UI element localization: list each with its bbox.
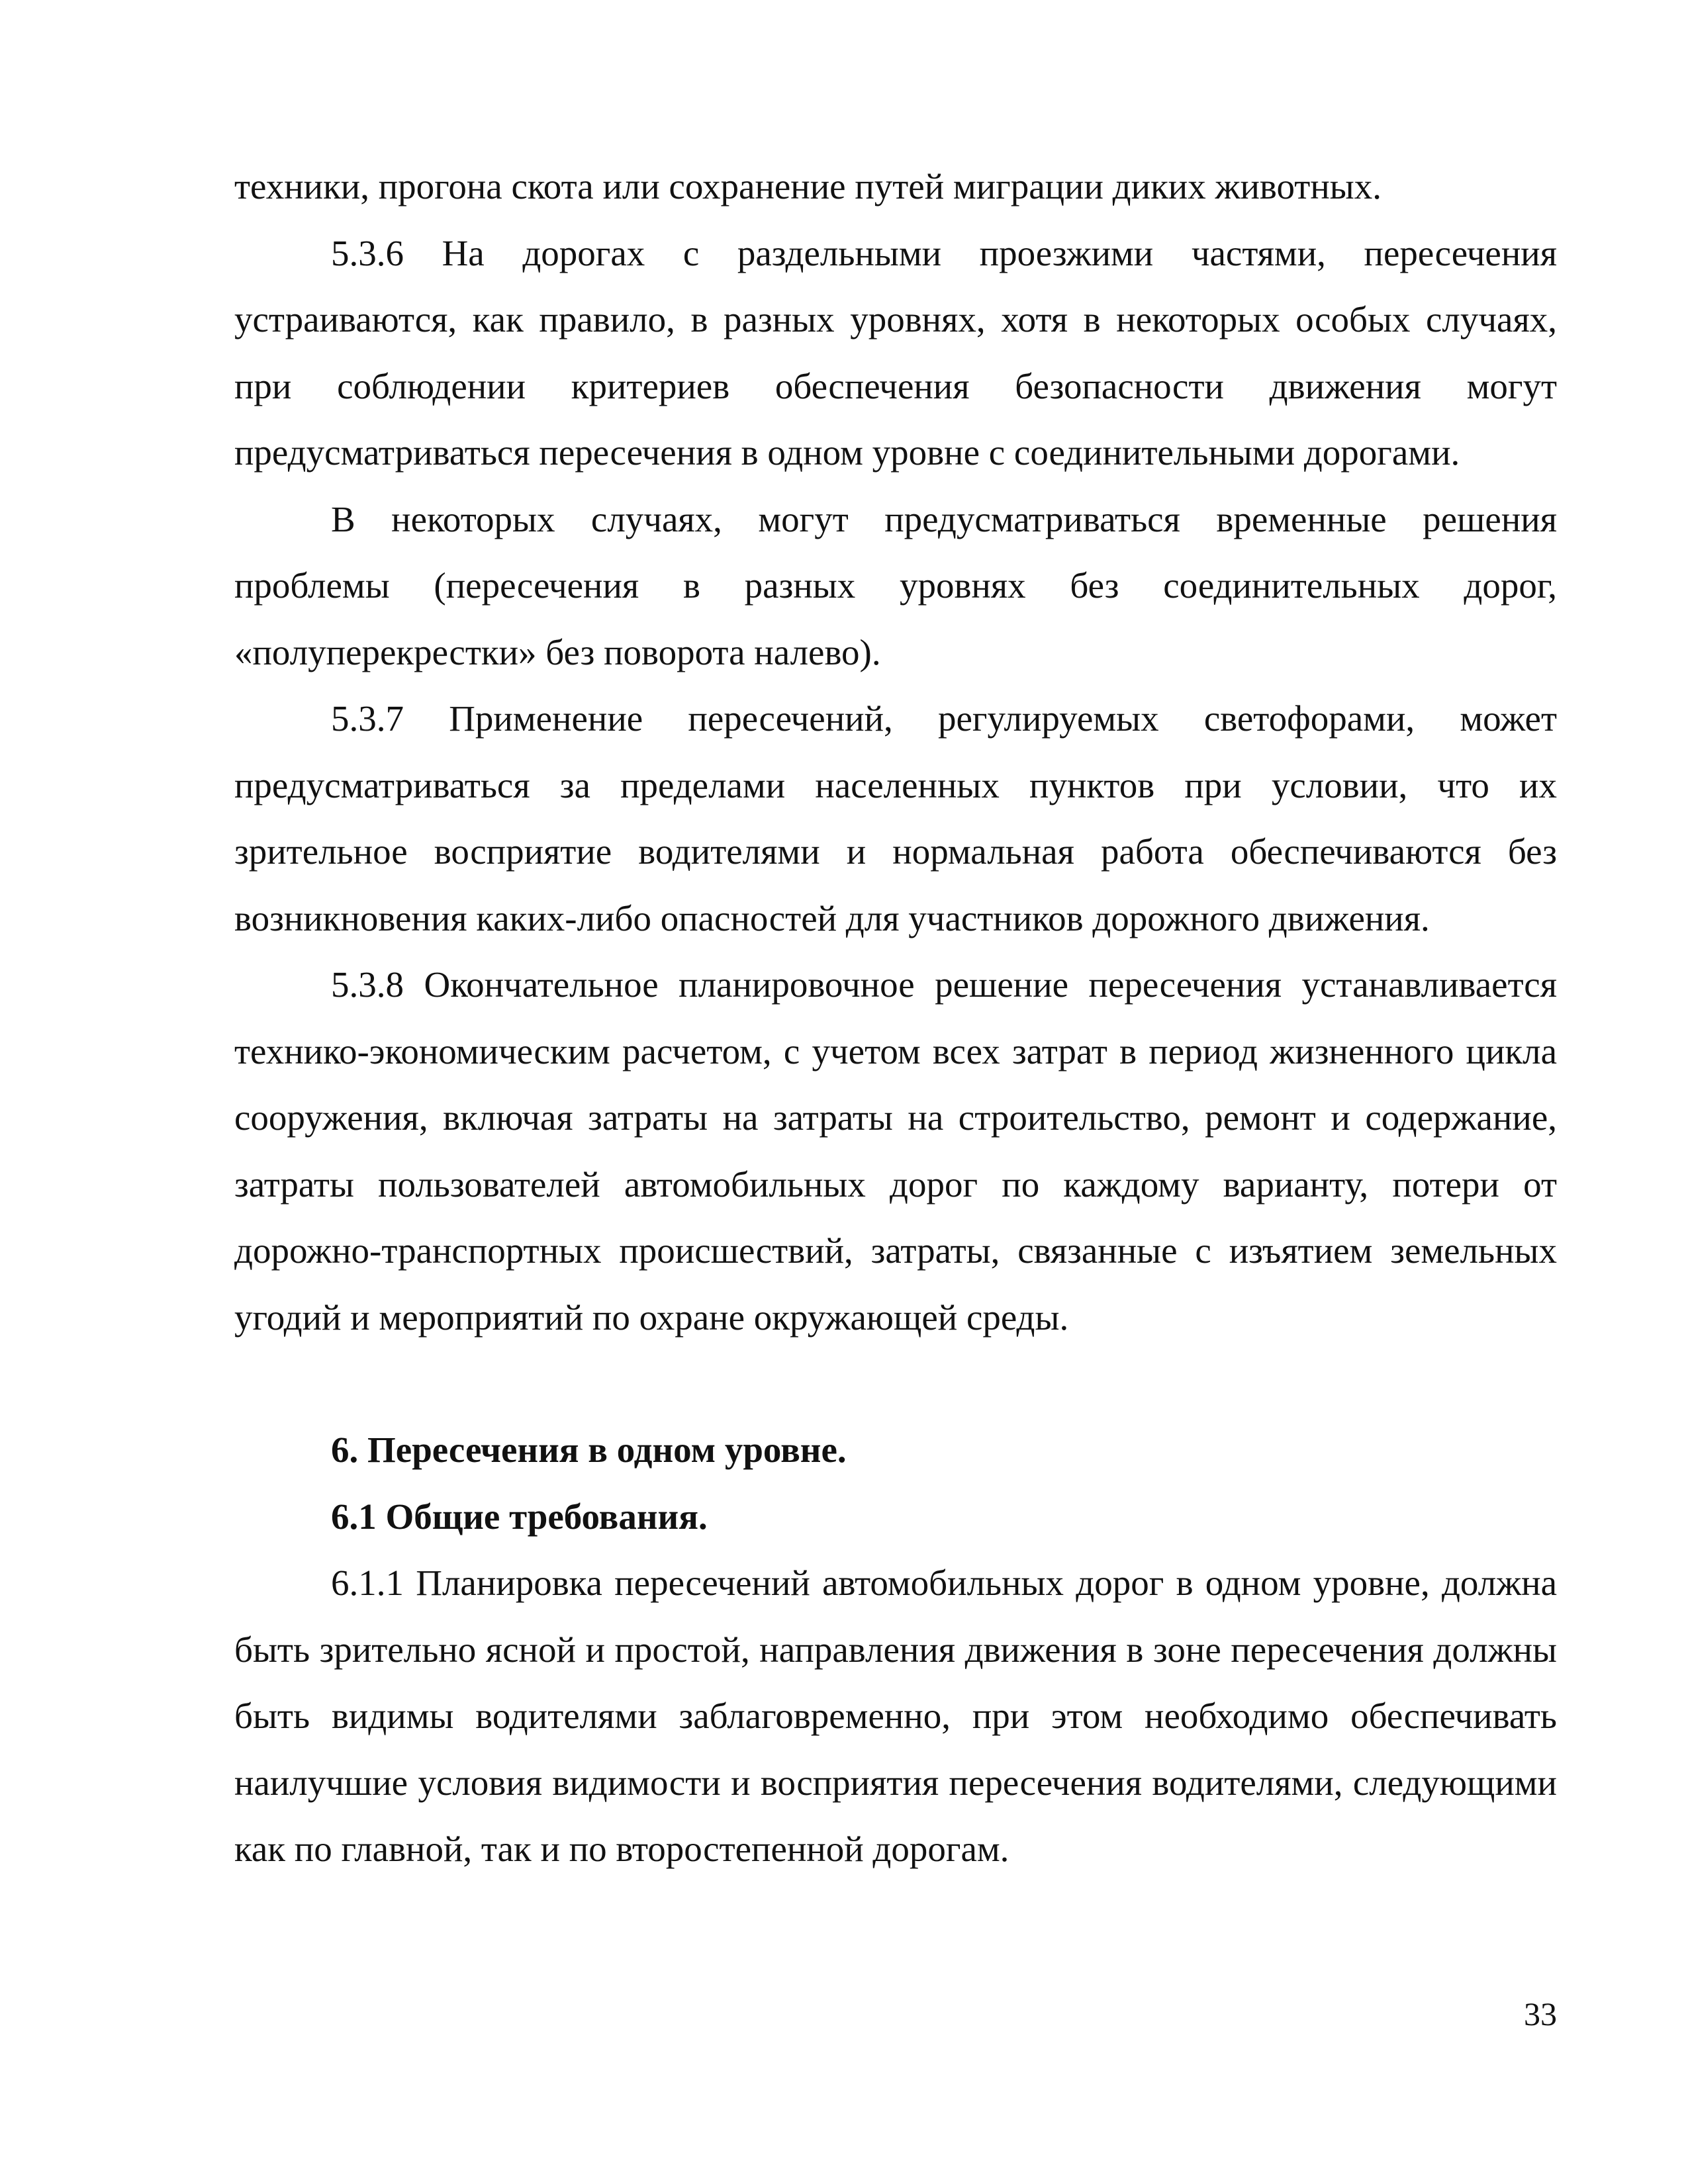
paragraph-temporary-solutions: В некоторых случаях, могут предусматриваться временные решения проблемы (пересечения в разных уровнях без соединительных дорог, «полуперекрестки» без поворота налево).: [234, 498, 1557, 672]
paragraph-6-1-1: 6.1.1 Планировка пересечений автомобильных дорог в одном уровне, должна быть зрительно ясной и простой, направления движения в зоне пересечения должны быть видимы водителями заблаговременно, при этом необходимо обеспечивать наилучшие условия видимости и восприятия пересечения водителями, следующими как по главной, так и по второстепенной дорогам.: [234, 1563, 1557, 1869]
body-text: [234, 154, 1557, 1883]
paragraph-5-3-7: 5.3.7 Применение пересечений, регулируемых светофорами, может предусматриваться за пределами населенных пунктов при условии, что их зрительное восприятие водителями и нормальная работа обеспечиваются без возникновения каких-либо опасностей для участников дорожного движения.: [234, 698, 1557, 938]
subsection-heading: 6.1 Общие требования.: [331, 1496, 708, 1537]
section-heading: 6. Пересечения в одном уровне.: [331, 1430, 847, 1470]
paragraph-5-3-6: 5.3.6 На дорогах с раздельными проезжими частями, пересечения устраиваются, как правило, в разных уровнях, хотя в некоторых особых случаях, при соблюдении критериев обеспечения безопасности движения могут предусматриваться пересечения в одном уровне с соединительными дорогами.: [234, 232, 1557, 473]
page-number: 33: [1524, 1995, 1557, 2032]
paragraph-continuation: техники, прогона скота или сохранение путей миграции диких животных.: [234, 166, 1382, 206]
paragraph-5-3-8: 5.3.8 Окончательное планировочное решение пересечения устанавливается технико-экономическим расчетом, с учетом всех затрат в период жизненного цикла сооружения, включая затраты на затраты на строительство, ремонт и содержание, затраты пользователей автомобильных дорог по каждому варианту, потери от дорожно-транспортных происшествий, затраты, связанные с изъятием земельных угодий и мероприятий по охране окружающей среды.: [234, 964, 1557, 1338]
section-spacer: [234, 1351, 1557, 1417]
